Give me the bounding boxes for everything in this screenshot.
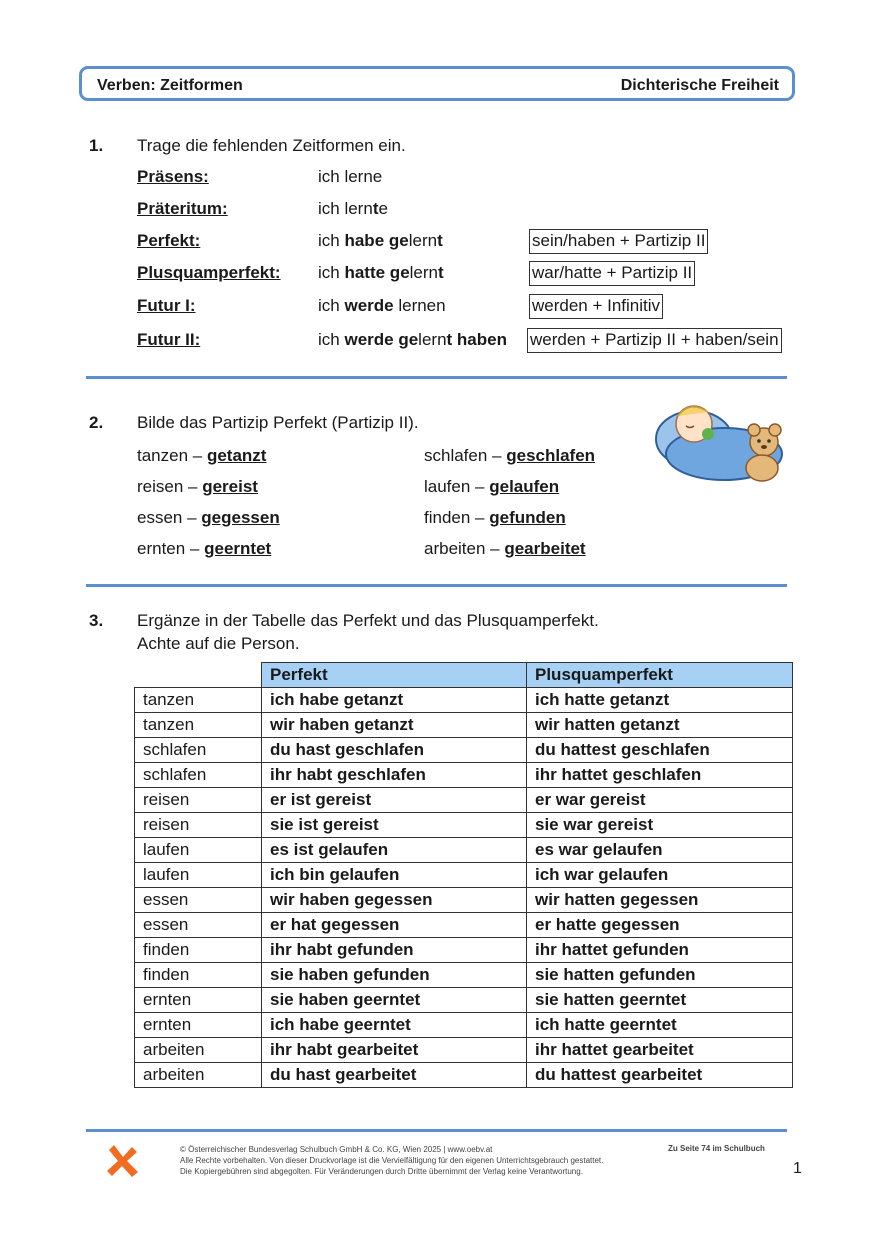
verb-cell: schlafen bbox=[135, 763, 262, 788]
tense-example-part: t haben bbox=[446, 330, 507, 349]
tense-example bbox=[318, 330, 507, 350]
tense-example-part: t bbox=[438, 263, 444, 282]
participle-answer: gereist bbox=[202, 477, 258, 496]
verb-cell: laufen bbox=[135, 838, 262, 863]
worksheet-header bbox=[79, 66, 795, 101]
participle-verb: essen bbox=[137, 508, 183, 527]
verb-cell: laufen bbox=[135, 863, 262, 888]
plusquamperfekt-cell: ihr hattet geschlafen bbox=[527, 763, 793, 788]
participle-answer: geschlafen bbox=[506, 446, 596, 465]
participle-dash: – bbox=[183, 477, 203, 496]
footer-line3: Die Kopiergebühren sind abgegolten. Für Veränderungen durch Dritte übernimmt der Verlag keine Verantwortung. bbox=[180, 1167, 583, 1176]
tense-example-part: t bbox=[372, 199, 379, 218]
tense-example-part: werde bbox=[344, 296, 394, 315]
perfekt-cell: du hast gearbeitet bbox=[262, 1063, 527, 1088]
participle-answer: gearbeitet bbox=[504, 539, 586, 558]
perfekt-cell: sie haben gefunden bbox=[262, 963, 527, 988]
table-row bbox=[135, 763, 793, 788]
tense-example-part: e bbox=[378, 199, 388, 218]
table-row bbox=[135, 1063, 793, 1088]
table-row bbox=[135, 913, 793, 938]
tense-example bbox=[318, 167, 382, 187]
footer-line2: Alle Rechte vorbehalten. Von dieser Druckvorlage ist die Vervielfältigung für den eigenen Unterrichtsgebrauch gestattet. bbox=[180, 1156, 604, 1165]
plusquamperfekt-cell: sie hatten geerntet bbox=[527, 988, 793, 1013]
plusquamperfekt-cell: sie war gereist bbox=[527, 813, 793, 838]
perfekt-cell: wir haben getanzt bbox=[262, 713, 527, 738]
table-header-empty bbox=[135, 663, 262, 688]
divider bbox=[86, 584, 787, 587]
tense-table bbox=[134, 662, 793, 1088]
participle-verb: laufen bbox=[424, 477, 471, 496]
tense-rule-box: werden + Partizip II + haben/sein bbox=[527, 328, 782, 353]
tense-rule-box: sein/haben + Partizip II bbox=[529, 229, 708, 254]
plusquamperfekt-cell: ich hatte geerntet bbox=[527, 1013, 793, 1038]
perfekt-cell: ich bin gelaufen bbox=[262, 863, 527, 888]
verb-cell: arbeiten bbox=[135, 1038, 262, 1063]
footer-reference: Zu Seite 74 im Schulbuch bbox=[668, 1144, 765, 1153]
perfekt-cell: wir haben gegessen bbox=[262, 888, 527, 913]
plusquamperfekt-cell: du hattest gearbeitet bbox=[527, 1063, 793, 1088]
tense-example-part: ich bbox=[318, 231, 345, 250]
plusquamperfekt-cell: er hatte gegessen bbox=[527, 913, 793, 938]
task2-number: 2. bbox=[89, 413, 104, 432]
participle-pair bbox=[137, 477, 258, 497]
verb-cell: finden bbox=[135, 963, 262, 988]
table-row bbox=[135, 713, 793, 738]
participle-verb: arbeiten bbox=[424, 539, 486, 558]
perfekt-cell: du hast geschlafen bbox=[262, 738, 527, 763]
table-row bbox=[135, 1038, 793, 1063]
perfekt-cell: er ist gereist bbox=[262, 788, 527, 813]
tense-example-part: t bbox=[437, 231, 443, 250]
tense-example-part: hatte ge bbox=[344, 263, 410, 282]
perfekt-cell: sie haben geerntet bbox=[262, 988, 527, 1013]
tense-example-part: lernen bbox=[393, 296, 446, 315]
plusquamperfekt-cell: ich hatte getanzt bbox=[527, 688, 793, 713]
table-row bbox=[135, 988, 793, 1013]
table-row bbox=[135, 863, 793, 888]
participle-pair bbox=[137, 508, 280, 528]
plusquamperfekt-cell: ihr hattet gefunden bbox=[527, 938, 793, 963]
verb-cell: tanzen bbox=[135, 688, 262, 713]
tense-example-part: ich bbox=[318, 263, 345, 282]
footer-divider bbox=[86, 1129, 787, 1132]
participle-pair bbox=[424, 446, 595, 466]
table-header-plusquamperfekt: Plusquamperfekt bbox=[527, 663, 793, 688]
perfekt-cell: er hat gegessen bbox=[262, 913, 527, 938]
verb-cell: essen bbox=[135, 888, 262, 913]
tense-label: Futur II: bbox=[137, 330, 201, 349]
tense-label: Futur I: bbox=[137, 296, 196, 315]
table-header-perfekt: Perfekt bbox=[262, 663, 527, 688]
participle-pair bbox=[424, 539, 586, 559]
participle-answer: gegessen bbox=[201, 508, 280, 527]
verb-cell: essen bbox=[135, 913, 262, 938]
tense-example-part: ich lerne bbox=[318, 167, 383, 186]
tense-rule-box: werden + Infinitiv bbox=[529, 294, 663, 319]
verb-cell: finden bbox=[135, 938, 262, 963]
verb-cell: schlafen bbox=[135, 738, 262, 763]
perfekt-cell: ich habe geerntet bbox=[262, 1013, 527, 1038]
perfekt-cell: ihr habt gefunden bbox=[262, 938, 527, 963]
worksheet-topic: Verben: Zeitformen bbox=[97, 77, 243, 94]
tense-example-part: ich bbox=[318, 296, 345, 315]
tense-example bbox=[318, 231, 443, 251]
tense-example-part: lern bbox=[409, 263, 439, 282]
plusquamperfekt-cell: er war gereist bbox=[527, 788, 793, 813]
verb-cell: tanzen bbox=[135, 713, 262, 738]
participle-answer: geerntet bbox=[204, 539, 272, 558]
table-row bbox=[135, 813, 793, 838]
publisher-logo-icon bbox=[104, 1141, 142, 1179]
participle-pair bbox=[137, 539, 271, 559]
participle-verb: schlafen bbox=[424, 446, 488, 465]
divider bbox=[86, 376, 787, 379]
plusquamperfekt-cell: sie hatten gefunden bbox=[527, 963, 793, 988]
table-header-row bbox=[135, 663, 793, 688]
plusquamperfekt-cell: es war gelaufen bbox=[527, 838, 793, 863]
tense-example-part: ich lern bbox=[318, 199, 373, 218]
tense-example bbox=[318, 296, 446, 316]
tense-label: Präteritum: bbox=[137, 199, 228, 218]
participle-dash: – bbox=[188, 446, 207, 465]
table-row bbox=[135, 963, 793, 988]
task3-instruction bbox=[137, 609, 599, 655]
participle-dash: – bbox=[470, 508, 490, 527]
table-row bbox=[135, 788, 793, 813]
page-number: 1 bbox=[793, 1160, 802, 1177]
participle-verb: finden bbox=[424, 508, 471, 527]
task3-instruction-line1: Ergänze in der Tabelle das Perfekt und das Plusquamperfekt. bbox=[137, 611, 599, 630]
perfekt-cell: es ist gelaufen bbox=[262, 838, 527, 863]
task2-instruction: Bilde das Partizip Perfekt (Partizip II). bbox=[137, 413, 419, 432]
table-row bbox=[135, 738, 793, 763]
task1-instruction: Trage die fehlenden Zeitformen ein. bbox=[137, 136, 406, 155]
participle-dash: – bbox=[185, 539, 205, 558]
perfekt-cell: ihr habt gearbeitet bbox=[262, 1038, 527, 1063]
plusquamperfekt-cell: wir hatten getanzt bbox=[527, 713, 793, 738]
tense-example-part: werde ge bbox=[344, 330, 419, 349]
participle-answer: gefunden bbox=[489, 508, 566, 527]
tense-label: Perfekt: bbox=[137, 231, 201, 250]
footer-line1: © Österreichischer Bundesverlag Schulbuch GmbH & Co. KG, Wien 2025 | www.oebv.at bbox=[180, 1145, 493, 1154]
tense-example bbox=[318, 263, 444, 283]
verb-cell: reisen bbox=[135, 813, 262, 838]
participle-dash: – bbox=[487, 446, 507, 465]
perfekt-cell: sie ist gereist bbox=[262, 813, 527, 838]
participle-verb: tanzen bbox=[137, 446, 189, 465]
sleeping-baby-illustration bbox=[654, 394, 790, 486]
worksheet-title: Dichterische Freiheit bbox=[620, 77, 779, 94]
tense-example-part: ich bbox=[318, 330, 345, 349]
participle-answer: gelaufen bbox=[489, 477, 560, 496]
perfekt-cell: ich habe getanzt bbox=[262, 688, 527, 713]
participle-dash: – bbox=[182, 508, 202, 527]
table-row bbox=[135, 938, 793, 963]
verb-cell: arbeiten bbox=[135, 1063, 262, 1088]
task3-number: 3. bbox=[89, 611, 104, 630]
verb-cell: reisen bbox=[135, 788, 262, 813]
tense-label: Plusquamperfekt: bbox=[137, 263, 281, 282]
verb-cell: ernten bbox=[135, 988, 262, 1013]
tense-example bbox=[318, 199, 388, 219]
plusquamperfekt-cell: wir hatten gegessen bbox=[527, 888, 793, 913]
perfekt-cell: ihr habt geschlafen bbox=[262, 763, 527, 788]
participle-verb: reisen bbox=[137, 477, 184, 496]
task3-instruction-line2: Achte auf die Person. bbox=[137, 634, 300, 653]
participle-dash: – bbox=[485, 539, 505, 558]
task1-number: 1. bbox=[89, 136, 104, 155]
plusquamperfekt-cell: ich war gelaufen bbox=[527, 863, 793, 888]
plusquamperfekt-cell: ihr hattet gearbeitet bbox=[527, 1038, 793, 1063]
table-row bbox=[135, 1013, 793, 1038]
participle-pair bbox=[424, 477, 559, 497]
participle-pair bbox=[137, 446, 266, 466]
tense-rule-box: war/hatte + Partizip II bbox=[529, 261, 695, 286]
table-row bbox=[135, 688, 793, 713]
tense-example-part: lern bbox=[418, 330, 447, 349]
verb-cell: ernten bbox=[135, 1013, 262, 1038]
footer-copyright bbox=[180, 1144, 603, 1177]
table-row bbox=[135, 888, 793, 913]
tense-example-part: lern bbox=[408, 231, 438, 250]
tense-label: Präsens: bbox=[137, 167, 209, 186]
participle-answer: getanzt bbox=[206, 446, 267, 465]
table-row bbox=[135, 838, 793, 863]
plusquamperfekt-cell: du hattest geschlafen bbox=[527, 738, 793, 763]
tense-example-part: habe ge bbox=[344, 231, 409, 250]
participle-pair bbox=[424, 508, 566, 528]
participle-dash: – bbox=[470, 477, 490, 496]
participle-verb: ernten bbox=[137, 539, 186, 558]
